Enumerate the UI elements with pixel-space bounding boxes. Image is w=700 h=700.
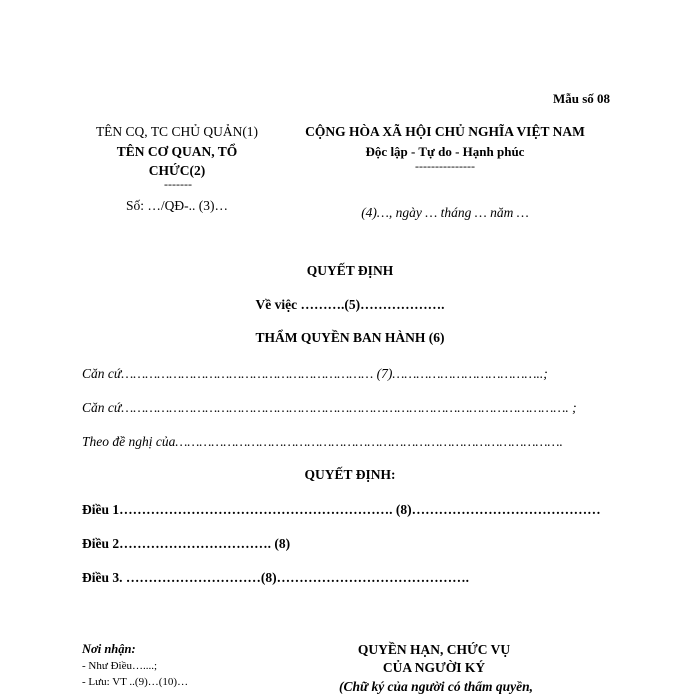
agency-name-line1: TÊN CƠ QUAN, TỔ <box>116 144 238 159</box>
recipient-item: - Như Điều…....; <box>82 660 158 672</box>
national-motto: Độc lập - Tự do - Hạnh phúc <box>365 144 525 159</box>
agency-name-line2: CHỨC(2) <box>148 163 206 178</box>
signature-note: (Chữ ký của người có thẩm quyền, <box>338 679 534 694</box>
signer-title: CỦA NGƯỜI KÝ <box>382 660 486 675</box>
left-divider: ------- <box>164 177 192 191</box>
national-title: CỘNG HÒA XÃ HỘI CHỦ NGHĨA VIỆT NAM <box>305 124 585 139</box>
date-place: (4)…, ngày … tháng … năm … <box>361 205 529 220</box>
article-line: Điều 1……………………………………………………. (8)…………………………………… <box>82 502 601 517</box>
document-number: Số: …/QĐ-.. (3)… <box>126 198 228 213</box>
decision-heading: QUYẾT ĐỊNH: <box>304 467 396 482</box>
recipient-item: - Lưu: VT ..(9)…(10)… <box>82 676 189 688</box>
parent-agency-name: TÊN CQ, TC CHỦ QUẢN(1) <box>95 124 259 139</box>
basis-line: Căn cứ…………………………………………………………………………………………………. ; <box>82 400 577 415</box>
article-line: Điều 2……………………………. (8) <box>82 536 291 551</box>
document-subject: Về việc ……….(5)………………. <box>255 297 445 312</box>
document-title: QUYẾT ĐỊNH <box>306 263 394 278</box>
signer-authority: QUYỀN HẠN, CHỨC VỤ <box>357 642 511 657</box>
issuing-authority: THẨM QUYỀN BAN HÀNH (6) <box>255 330 445 345</box>
right-divider: --------------- <box>415 159 475 173</box>
basis-line: Theo đề nghị của……………………………………………………………………………………. <box>82 434 563 449</box>
article-line: Điều 3. …………………………(8)……………………………………. <box>82 570 469 585</box>
recipients-heading: Nơi nhận: <box>82 642 136 656</box>
form-number: Mẫu số 08 <box>553 91 611 106</box>
basis-line: Căn cứ……………………………………………………… (7)………………………………..; <box>82 366 548 381</box>
